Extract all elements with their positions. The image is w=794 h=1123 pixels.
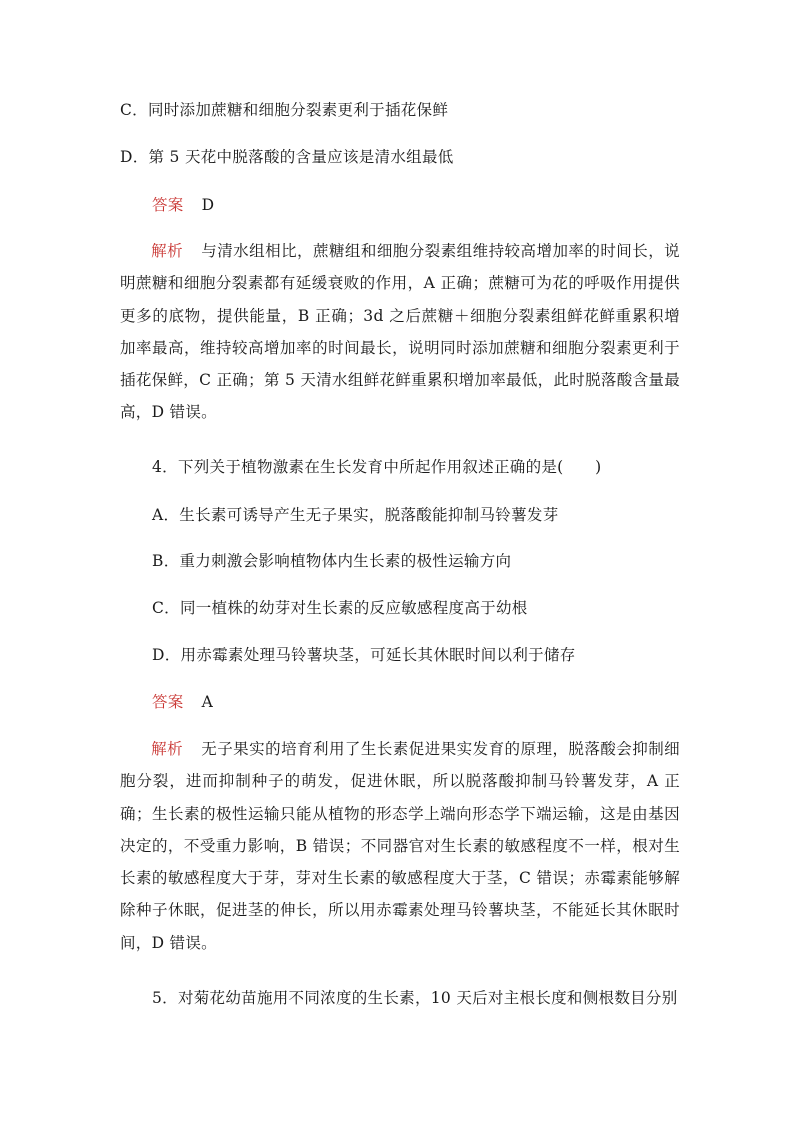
analysis-label: 解析 [151, 242, 184, 260]
q4-stem: 4．下列关于植物激素在生长发育中所起作用叙述正确的是( ) [152, 458, 602, 476]
q4-analysis [120, 733, 680, 959]
q5-stem: 5．对菊花幼苗施用不同浓度的生长素，10 天后对主根长度和侧根数目分别 [152, 989, 678, 1007]
q3-answer [152, 195, 712, 215]
q3-option-c: C．同时添加蔗糖和细胞分裂素更利于插花保鲜 [120, 101, 449, 119]
answer-label: 答案 [152, 693, 184, 711]
q4-option-d: D．用赤霉素处理马铃薯块茎，可延长其休眠时间以利于储存 [152, 646, 576, 664]
q3-option-d: D．第 5 天花中脱落酸的含量应该是清水组最低 [120, 148, 454, 166]
q4-option-c: C．同一植株的幼芽对生长素的反应敏感程度高于幼根 [152, 599, 528, 617]
q4-answer [152, 692, 712, 712]
q4-option-b: B．重力刺激会影响植物体内生长素的极性运输方向 [152, 552, 512, 570]
answer-value: D [201, 196, 215, 214]
answer-value: A [201, 693, 214, 711]
answer-label: 答案 [152, 196, 184, 214]
q4-option-a: A．生长素可诱导产生无子果实，脱落酸能抑制马铃薯发芽 [152, 506, 559, 524]
analysis-text: 无子果实的培育利用了生长素促进果实发育的原理，脱落酸会抑制细胞分裂，进而抑制种子的萌发，促进休眠，所以脱落酸抑制马铃薯发芽，A 正确；生长素的极性运输只能从植物的形态学上端向形态学下端运输，这是由基因决定的，不受重力影响，B 错误；不同器官对生长素的敏感程度不一样，根对生长素的敏感程度大于芽，芽对生长素的敏感程度大于茎，C 错误；赤霉素能够解除种子休眠，促进茎的伸长，所以用赤霉素处理马铃薯块茎，不能延长其休眠时间，D 错误。 [120, 740, 680, 952]
q3-analysis [120, 235, 680, 429]
analysis-label: 解析 [151, 740, 184, 758]
analysis-text: 与清水组相比，蔗糖组和细胞分裂素组维持较高增加率的时间长，说明蔗糖和细胞分裂素都有延缓衰败的作用，A 正确；蔗糖可为花的呼吸作用提供更多的底物，提供能量，B 正确；3d 之后蔗糖＋细胞分裂素组鲜花鲜重累积增加率最高，维持较高增加率的时间最长，说明同时添加蔗糖和细胞分裂素更利于插花保鲜，C 正确；第 5 天清水组鲜花鲜重累积增加率最低，此时脱落酸含量最高，D 错误。 [120, 242, 680, 422]
